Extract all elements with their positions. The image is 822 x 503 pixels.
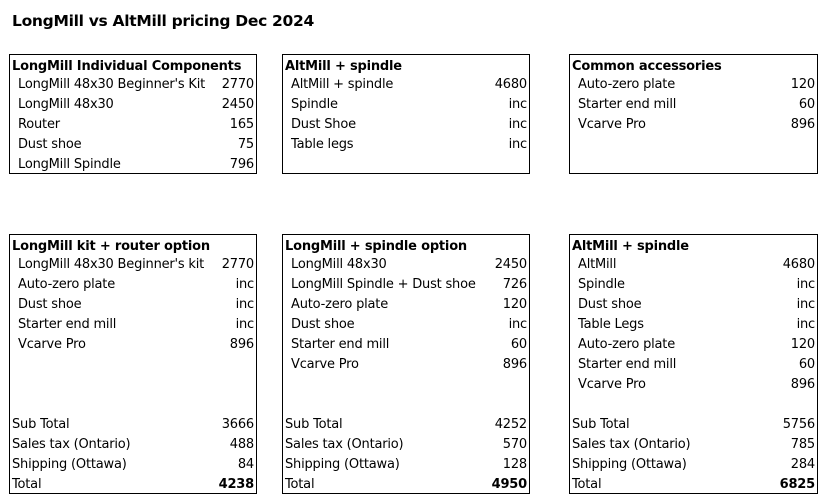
list-item xyxy=(18,75,254,95)
sales-tax-value: 488 xyxy=(229,437,254,452)
item-label: Starter end mill xyxy=(578,97,677,112)
item-label: Dust shoe xyxy=(18,297,82,312)
item-value: inc xyxy=(235,317,254,332)
item-label: Dust shoe xyxy=(291,317,355,332)
list-item xyxy=(291,295,527,315)
item-value: 4680 xyxy=(494,77,527,92)
item-label: LongMill 48x30 xyxy=(18,97,114,112)
subtotal-row xyxy=(572,415,815,435)
item-label: AltMill xyxy=(578,257,617,272)
sales-tax-row xyxy=(285,435,527,455)
longmill-spindle-option-box xyxy=(282,234,530,494)
item-label: Auto-zero plate xyxy=(578,337,676,352)
item-value: inc xyxy=(796,317,815,332)
list-item xyxy=(18,135,254,155)
list-item xyxy=(291,135,527,155)
list-item xyxy=(578,75,815,95)
item-value: 896 xyxy=(790,117,815,132)
box-title: LongMill + spindle option xyxy=(285,239,467,254)
total-row xyxy=(572,475,815,495)
common-accessories-box xyxy=(569,54,818,174)
total-label: Total xyxy=(572,477,602,492)
list-item xyxy=(18,95,254,115)
item-value: 60 xyxy=(798,97,815,112)
list-item xyxy=(578,335,815,355)
box-title: Common accessories xyxy=(572,59,722,74)
list-item xyxy=(291,335,527,355)
list-item xyxy=(578,95,815,115)
item-label: LongMill 48x30 xyxy=(291,257,387,272)
item-label: Spindle xyxy=(291,97,338,112)
item-label: Starter end mill xyxy=(18,317,117,332)
total-label: Total xyxy=(285,477,315,492)
list-item xyxy=(291,115,527,135)
item-label: LongMill 48x30 Beginner's kit xyxy=(18,257,205,272)
sales-tax-row xyxy=(572,435,815,455)
item-value: 726 xyxy=(502,277,527,292)
item-value: inc xyxy=(796,297,815,312)
page-title: LongMill vs AltMill pricing Dec 2024 xyxy=(12,12,315,30)
shipping-value: 284 xyxy=(790,457,815,472)
list-item xyxy=(578,115,815,135)
subtotal-row xyxy=(285,415,527,435)
list-item xyxy=(18,115,254,135)
list-item xyxy=(18,335,254,355)
item-label: Table Legs xyxy=(578,317,644,332)
box-title: AltMill + spindle xyxy=(285,59,402,74)
item-label: Dust shoe xyxy=(18,137,82,152)
item-label: Vcarve Pro xyxy=(291,357,359,372)
list-item xyxy=(291,275,527,295)
item-label: LongMill Spindle + Dust shoe xyxy=(291,277,476,292)
subtotal-label: Sub Total xyxy=(12,417,70,432)
item-value: 120 xyxy=(502,297,527,312)
item-value: 4680 xyxy=(782,257,815,272)
sales-tax-label: Sales tax (Ontario) xyxy=(572,437,691,452)
subtotal-value: 3666 xyxy=(221,417,254,432)
item-label: Auto-zero plate xyxy=(291,297,389,312)
list-item xyxy=(18,155,254,175)
item-value: inc xyxy=(235,277,254,292)
shipping-label: Shipping (Ottawa) xyxy=(572,457,687,472)
list-item xyxy=(578,355,815,375)
shipping-label: Shipping (Ottawa) xyxy=(285,457,400,472)
total-value: 4950 xyxy=(491,477,527,492)
longmill-router-option-box xyxy=(9,234,257,494)
longmill-components-box xyxy=(9,54,257,174)
item-label: Vcarve Pro xyxy=(578,117,646,132)
item-label: Table legs xyxy=(291,137,354,152)
box-title: AltMill + spindle xyxy=(572,239,689,254)
list-item xyxy=(578,375,815,395)
item-label: Dust Shoe xyxy=(291,117,356,132)
item-value: 2770 xyxy=(221,77,254,92)
item-label: Auto-zero plate xyxy=(18,277,116,292)
item-label: Vcarve Pro xyxy=(578,377,646,392)
shipping-row xyxy=(12,455,254,475)
shipping-row xyxy=(285,455,527,475)
item-label: Auto-zero plate xyxy=(578,77,676,92)
item-label: Starter end mill xyxy=(578,357,677,372)
sales-tax-label: Sales tax (Ontario) xyxy=(285,437,404,452)
total-label: Total xyxy=(12,477,42,492)
list-item xyxy=(291,95,527,115)
item-label: Vcarve Pro xyxy=(18,337,86,352)
item-label: Dust shoe xyxy=(578,297,642,312)
item-value: 120 xyxy=(790,337,815,352)
list-item xyxy=(291,255,527,275)
list-item xyxy=(18,255,254,275)
list-item xyxy=(291,355,527,375)
list-item xyxy=(578,255,815,275)
list-item xyxy=(578,295,815,315)
item-value: 75 xyxy=(237,137,254,152)
total-value: 4238 xyxy=(218,477,254,492)
subtotal-label: Sub Total xyxy=(285,417,343,432)
item-value: 896 xyxy=(502,357,527,372)
item-value: inc xyxy=(508,117,527,132)
item-value: inc xyxy=(796,277,815,292)
altmill-spindle-top-box xyxy=(282,54,530,174)
list-item xyxy=(18,275,254,295)
item-label: LongMill 48x30 Beginner's Kit xyxy=(18,77,206,92)
sales-tax-label: Sales tax (Ontario) xyxy=(12,437,131,452)
subtotal-value: 5756 xyxy=(782,417,815,432)
item-label: Starter end mill xyxy=(291,337,390,352)
item-value: 60 xyxy=(798,357,815,372)
item-value: inc xyxy=(508,97,527,112)
altmill-spindle-option-box xyxy=(569,234,818,494)
total-value: 6825 xyxy=(779,477,815,492)
box-title: LongMill kit + router option xyxy=(12,239,210,254)
subtotal-label: Sub Total xyxy=(572,417,630,432)
item-value: inc xyxy=(508,137,527,152)
list-item xyxy=(291,75,527,95)
item-value: 2450 xyxy=(494,257,527,272)
item-label: Spindle xyxy=(578,277,625,292)
list-item xyxy=(578,275,815,295)
sales-tax-value: 570 xyxy=(502,437,527,452)
item-value: inc xyxy=(235,297,254,312)
subtotal-value: 4252 xyxy=(494,417,527,432)
sales-tax-row xyxy=(12,435,254,455)
item-value: 2450 xyxy=(221,97,254,112)
item-value: 896 xyxy=(790,377,815,392)
list-item xyxy=(18,315,254,335)
total-row xyxy=(12,475,254,495)
item-label: LongMill Spindle xyxy=(18,157,121,172)
item-value: 2770 xyxy=(221,257,254,272)
shipping-row xyxy=(572,455,815,475)
item-value: 120 xyxy=(790,77,815,92)
list-item xyxy=(578,315,815,335)
item-value: inc xyxy=(508,317,527,332)
box-title: LongMill Individual Components xyxy=(12,59,242,74)
list-item xyxy=(291,315,527,335)
shipping-value: 128 xyxy=(502,457,527,472)
item-value: 60 xyxy=(510,337,527,352)
list-item xyxy=(18,295,254,315)
total-row xyxy=(285,475,527,495)
item-label: AltMill + spindle xyxy=(291,77,394,92)
item-value: 796 xyxy=(229,157,254,172)
shipping-value: 84 xyxy=(237,457,254,472)
item-value: 165 xyxy=(229,117,254,132)
item-label: Router xyxy=(18,117,60,132)
shipping-label: Shipping (Ottawa) xyxy=(12,457,127,472)
subtotal-row xyxy=(12,415,254,435)
sales-tax-value: 785 xyxy=(790,437,815,452)
item-value: 896 xyxy=(229,337,254,352)
